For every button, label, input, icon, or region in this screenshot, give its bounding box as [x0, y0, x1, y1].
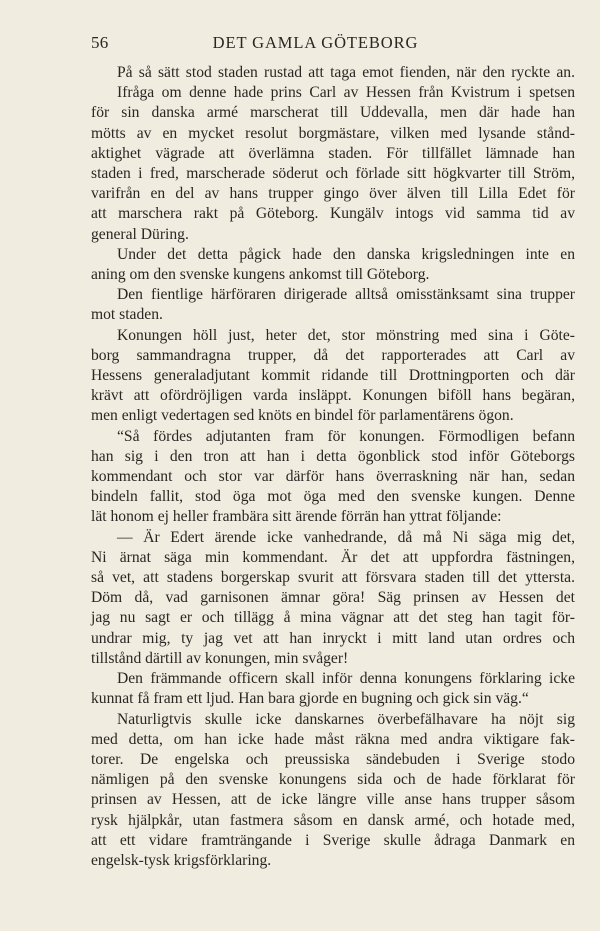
running-title: DET GAMLA GÖTEBORG: [212, 33, 419, 52]
text-line: så vet, att stadens borgerskap svurit att försvara staden till det yttersta.: [91, 569, 575, 587]
text-line: lät honom ej heller frambära sitt ärende förrän han yttrat följande:: [91, 508, 502, 526]
text-line: varifrån en del av hans trupper gingo över älven till Lilla Edet för: [91, 185, 575, 203]
text-line: rysk hjälpkår, utan fastmera såsom en dansk armé, och hotade med,: [91, 811, 575, 829]
page-header: [91, 33, 522, 55]
body-text: [91, 63, 575, 871]
text-line: mot staden.: [91, 306, 163, 324]
text-line: att marschera rakt på Göteborg. Kungälv intogs vid samma tid av: [91, 205, 575, 223]
text-line: men enligt vedertagen sed knöts en bindel för parlamentärens ögon.: [91, 407, 514, 425]
text-line: staden i fred, marscherade söderut och förlade sitt högkvarter till Ström,: [91, 165, 575, 183]
text-line: Den fientlige härföraren dirigerade alltså omisstänksamt sina trupper: [117, 286, 575, 304]
text-line: att ett vidare framträngande i Sverige skulle ådraga Danmark en: [91, 831, 575, 849]
text-line: engelsk-tysk krigsförklaring.: [91, 851, 272, 869]
text-line: — Är Edert ärende icke vanhedrande, då må Ni säga mig det,: [117, 528, 575, 546]
text-line: torer. De engelska och preussiska sändebuden i Sverige stodo: [91, 750, 575, 768]
text-line: kommendant och stor var därför hans överraskning när han, sedan: [91, 468, 575, 486]
text-line: mötts av en mycket resolut borgmästare, vilken med lysande stånd-: [91, 124, 575, 142]
text-line: På så sätt stod staden rustad att taga emot fienden, när den ryckte an.: [117, 64, 575, 81]
text-line: Den främmande officern skall inför denna konungens förklaring icke: [117, 670, 575, 688]
text-line: krävt att ofördröjligen varda insläppt. Konungen biföll hans begäran,: [91, 387, 575, 405]
text-line: jag nu sagt er och tillägg å mina vägnar att det steg han tagit för-: [91, 609, 575, 627]
page-number: 56: [91, 33, 109, 52]
text-line: Hessens generaladjutant kommit ridande till Drottningporten och där: [91, 367, 575, 385]
text-line: Ifråga om denne hade prins Carl av Hessen från Kvistrum i spetsen: [117, 84, 575, 102]
text-line: för sin danska armé marscherat till Uddevalla, men där hade han: [91, 104, 575, 122]
text-line: Naturligtvis skulle icke danskarnes överbefälhavare ha nöjt sig: [117, 710, 575, 728]
text-line: aktighet vägrade att överlämna staden. För tillfället lämnade han: [91, 144, 575, 162]
text-line: aning om den svenske kungens ankomst till Göteborg.: [91, 266, 430, 284]
text-line: kunnat få fram ett ljud. Han bara gjorde en bugning och gick sin väg.“: [91, 690, 529, 708]
text-line: Döm då, vad garnisonen ämnar göra! Säg prinsen av Hessen det: [91, 589, 575, 607]
text-line: med detta, om han icke hade måst räkna med andra viktigare fak-: [91, 730, 575, 748]
text-line: Konungen höll just, heter det, stor mönstring med sina i Göte-: [117, 326, 575, 344]
text-line: borg sammandragna trupper, då det rapporterades att Carl av: [91, 346, 575, 364]
text-line: Under det detta pågick hade den danska krigsledningen inte en: [117, 245, 575, 263]
text-line: general Düring.: [91, 225, 189, 243]
text-line: nämligen på den svenske konungens sida och de hade förklarat för: [91, 771, 575, 789]
text-line: bindeln fallit, stod öga mot öga med den svenske kungen. Denne: [91, 488, 575, 506]
text-line: undrar mig, ty jag vet att han inryckt i mitt land utan ordres och: [91, 629, 575, 647]
text-line: tillstånd därtill av konungen, min svåger!: [91, 649, 349, 667]
text-line: Ni ärnat säga min kommendant. Är det att uppfordra fästningen,: [91, 548, 575, 566]
text-line: “Så fördes adjutanten fram för konungen. Förmodligen befann: [117, 427, 575, 445]
text-line: han sig i den tron att han i detta ögonblick stod inför Göteborgs: [91, 447, 575, 465]
text-line: prinsen av Hessen, att de icke längre ville anse hans trupper såsom: [91, 791, 575, 809]
